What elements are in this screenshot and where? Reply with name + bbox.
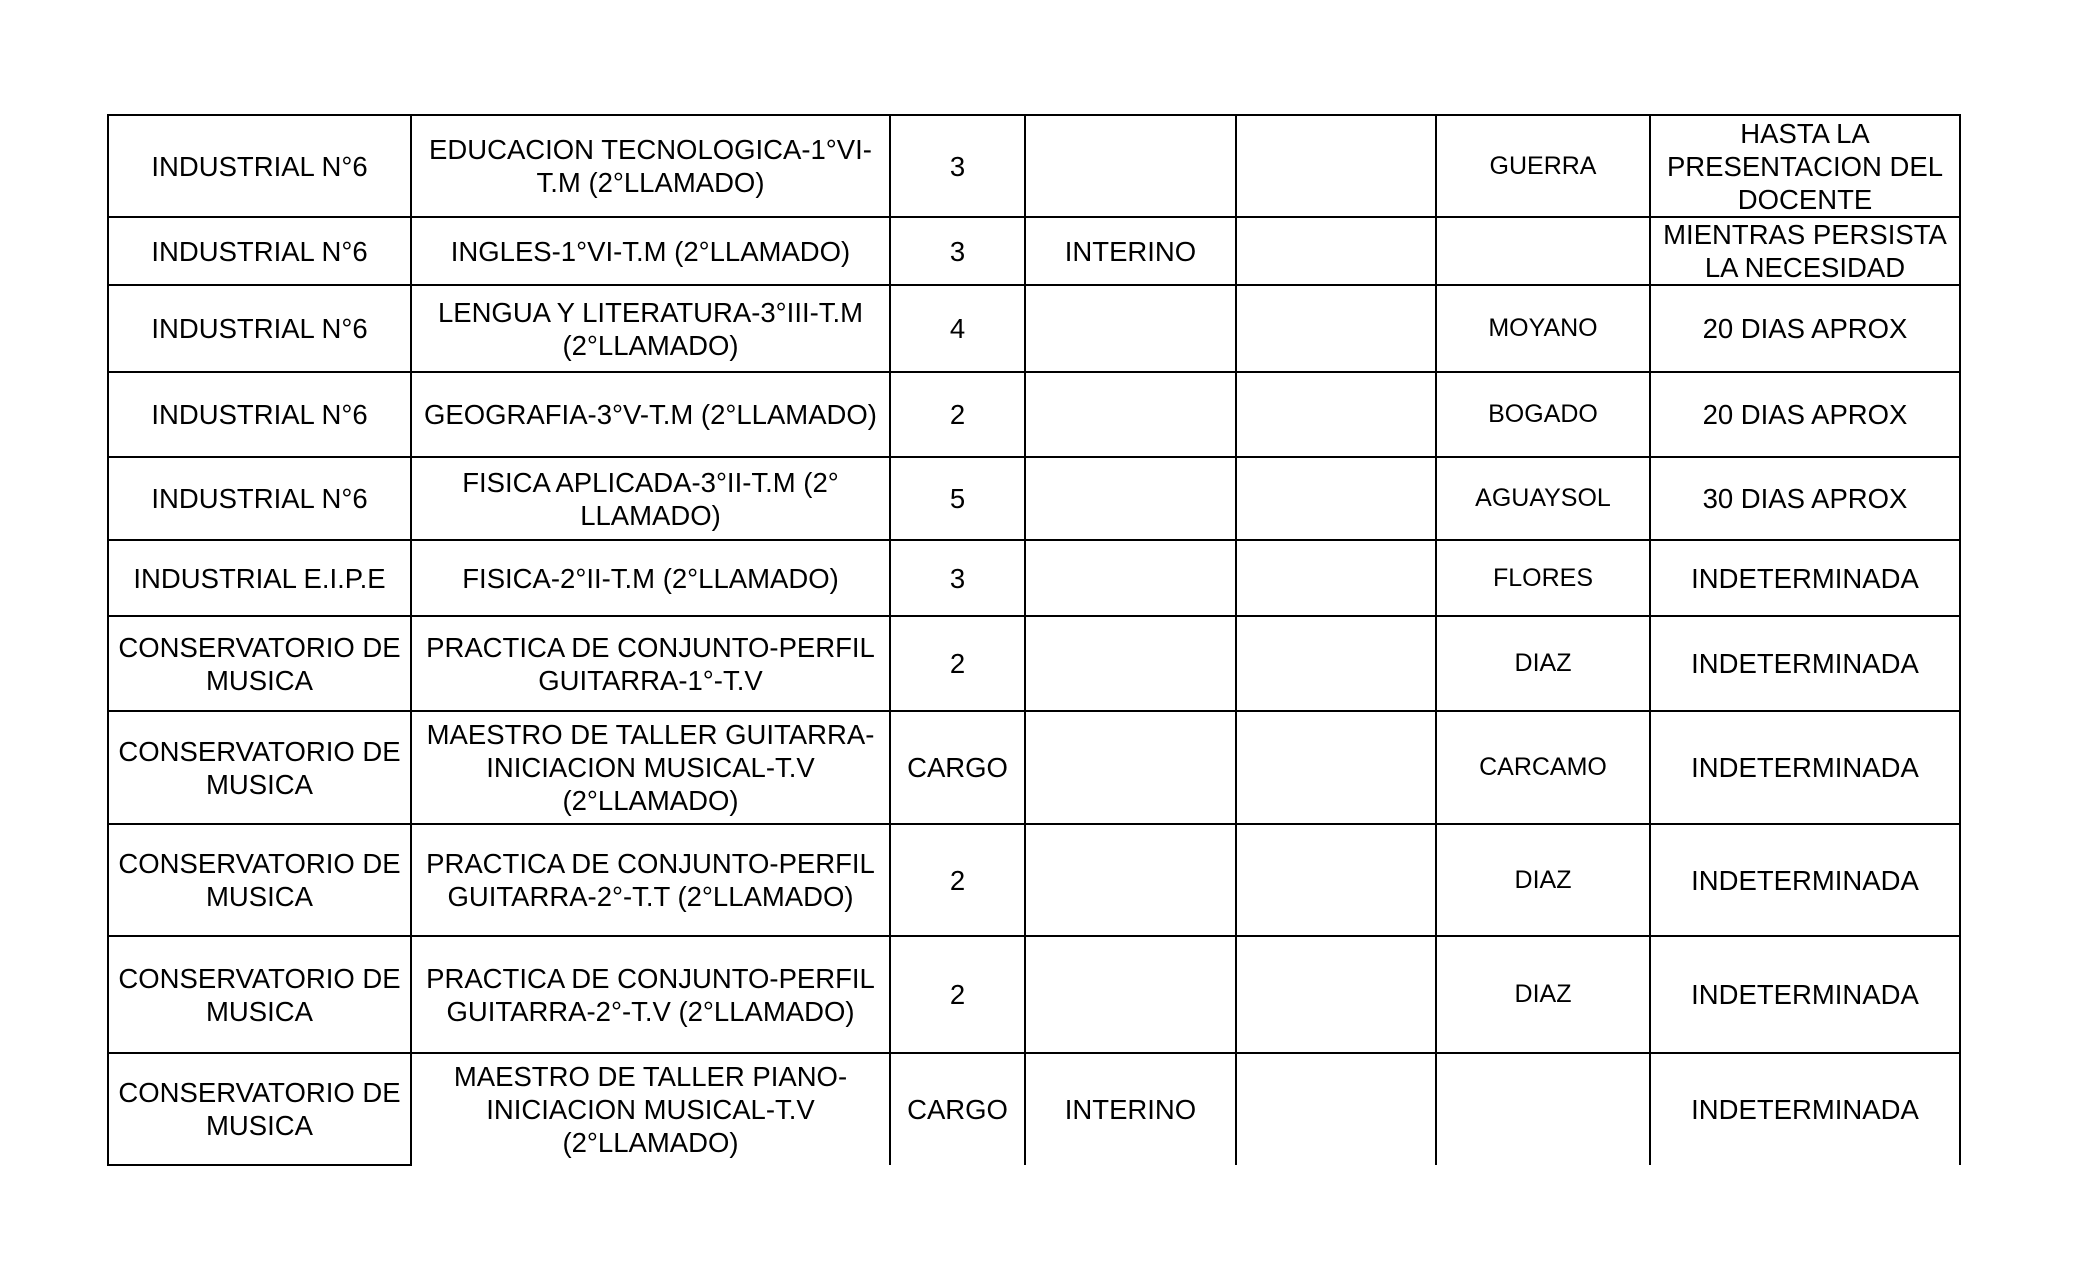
duration-cell: INDETERMINADA [1650,1053,1960,1165]
table-row [108,936,1960,1053]
duration-cell: INDETERMINADA [1650,616,1960,711]
teacher-cell: DIAZ [1436,616,1650,711]
table-row [108,457,1960,540]
teacher-cell: BOGADO [1436,372,1650,457]
table-row [108,1053,1960,1165]
school-cell: INDUSTRIAL N°6 [108,285,411,372]
status-cell: INTERINO [1025,217,1236,285]
duration-cell: MIENTRAS PERSISTA LA NECESIDAD [1650,217,1960,285]
table-row [108,711,1960,824]
table-row [108,115,1960,217]
table-row [108,285,1960,372]
teacher-cell: CARCAMO [1436,711,1650,824]
subject-cell: FISICA APLICADA-3°II-T.M (2° LLAMADO) [411,457,890,540]
subject-cell: INGLES-1°VI-T.M (2°LLAMADO) [411,217,890,285]
subject-cell: LENGUA Y LITERATURA-3°III-T.M (2°LLAMADO) [411,285,890,372]
status-cell [1025,457,1236,540]
status-cell [1025,936,1236,1053]
school-cell: INDUSTRIAL N°6 [108,372,411,457]
vacancy-table [107,114,1961,1166]
teacher-cell: GUERRA [1436,115,1650,217]
school-cell: CONSERVATORIO DE MUSICA [108,936,411,1053]
empty-cell [1236,540,1436,616]
status-cell [1025,372,1236,457]
subject-cell: GEOGRAFIA-3°V-T.M (2°LLAMADO) [411,372,890,457]
subject-cell: MAESTRO DE TALLER GUITARRA-INICIACION MUSICAL-T.V (2°LLAMADO) [411,711,890,824]
subject-cell: EDUCACION TECNOLOGICA-1°VI-T.M (2°LLAMADO) [411,115,890,217]
status-cell [1025,824,1236,936]
school-cell: CONSERVATORIO DE MUSICA [108,711,411,824]
table-body [108,115,1960,1165]
empty-cell [1236,1053,1436,1165]
table-row [108,824,1960,936]
duration-cell: 30 DIAS APROX [1650,457,1960,540]
duration-cell: 20 DIAS APROX [1650,285,1960,372]
subject-cell: PRACTICA DE CONJUNTO-PERFIL GUITARRA-2°-T.T (2°LLAMADO) [411,824,890,936]
empty-cell [1236,115,1436,217]
subject-cell: PRACTICA DE CONJUNTO-PERFIL GUITARRA-2°-T.V (2°LLAMADO) [411,936,890,1053]
school-cell: CONSERVATORIO DE MUSICA [108,1053,411,1165]
table-row [108,217,1960,285]
empty-cell [1236,217,1436,285]
teacher-cell: MOYANO [1436,285,1650,372]
school-cell: INDUSTRIAL E.I.P.E [108,540,411,616]
duration-cell: INDETERMINADA [1650,711,1960,824]
hours-cell: 2 [890,936,1025,1053]
teacher-cell: AGUAYSOL [1436,457,1650,540]
school-cell: INDUSTRIAL N°6 [108,115,411,217]
hours-cell: CARGO [890,1053,1025,1165]
hours-cell: 2 [890,824,1025,936]
status-cell [1025,285,1236,372]
table-row [108,540,1960,616]
status-cell [1025,540,1236,616]
hours-cell: CARGO [890,711,1025,824]
teacher-cell [1436,217,1650,285]
status-cell [1025,616,1236,711]
subject-cell: PRACTICA DE CONJUNTO-PERFIL GUITARRA-1°-T.V [411,616,890,711]
status-cell [1025,711,1236,824]
school-cell: CONSERVATORIO DE MUSICA [108,824,411,936]
duration-cell: INDETERMINADA [1650,824,1960,936]
hours-cell: 4 [890,285,1025,372]
duration-cell: HASTA LA PRESENTACION DEL DOCENTE [1650,115,1960,217]
empty-cell [1236,457,1436,540]
table-row [108,616,1960,711]
subject-cell: MAESTRO DE TALLER PIANO-INICIACION MUSICAL-T.V (2°LLAMADO) [411,1053,890,1165]
hours-cell: 3 [890,217,1025,285]
hours-cell: 2 [890,372,1025,457]
school-cell: CONSERVATORIO DE MUSICA [108,616,411,711]
duration-cell: 20 DIAS APROX [1650,372,1960,457]
hours-cell: 5 [890,457,1025,540]
teacher-cell: DIAZ [1436,824,1650,936]
empty-cell [1236,711,1436,824]
teacher-cell: FLORES [1436,540,1650,616]
teacher-cell: DIAZ [1436,936,1650,1053]
school-cell: INDUSTRIAL N°6 [108,457,411,540]
hours-cell: 2 [890,616,1025,711]
teacher-cell [1436,1053,1650,1165]
duration-cell: INDETERMINADA [1650,540,1960,616]
empty-cell [1236,372,1436,457]
hours-cell: 3 [890,115,1025,217]
subject-cell: FISICA-2°II-T.M (2°LLAMADO) [411,540,890,616]
empty-cell [1236,824,1436,936]
status-cell: INTERINO [1025,1053,1236,1165]
duration-cell: INDETERMINADA [1650,936,1960,1053]
school-cell: INDUSTRIAL N°6 [108,217,411,285]
empty-cell [1236,285,1436,372]
hours-cell: 3 [890,540,1025,616]
empty-cell [1236,936,1436,1053]
table-row [108,372,1960,457]
status-cell [1025,115,1236,217]
empty-cell [1236,616,1436,711]
